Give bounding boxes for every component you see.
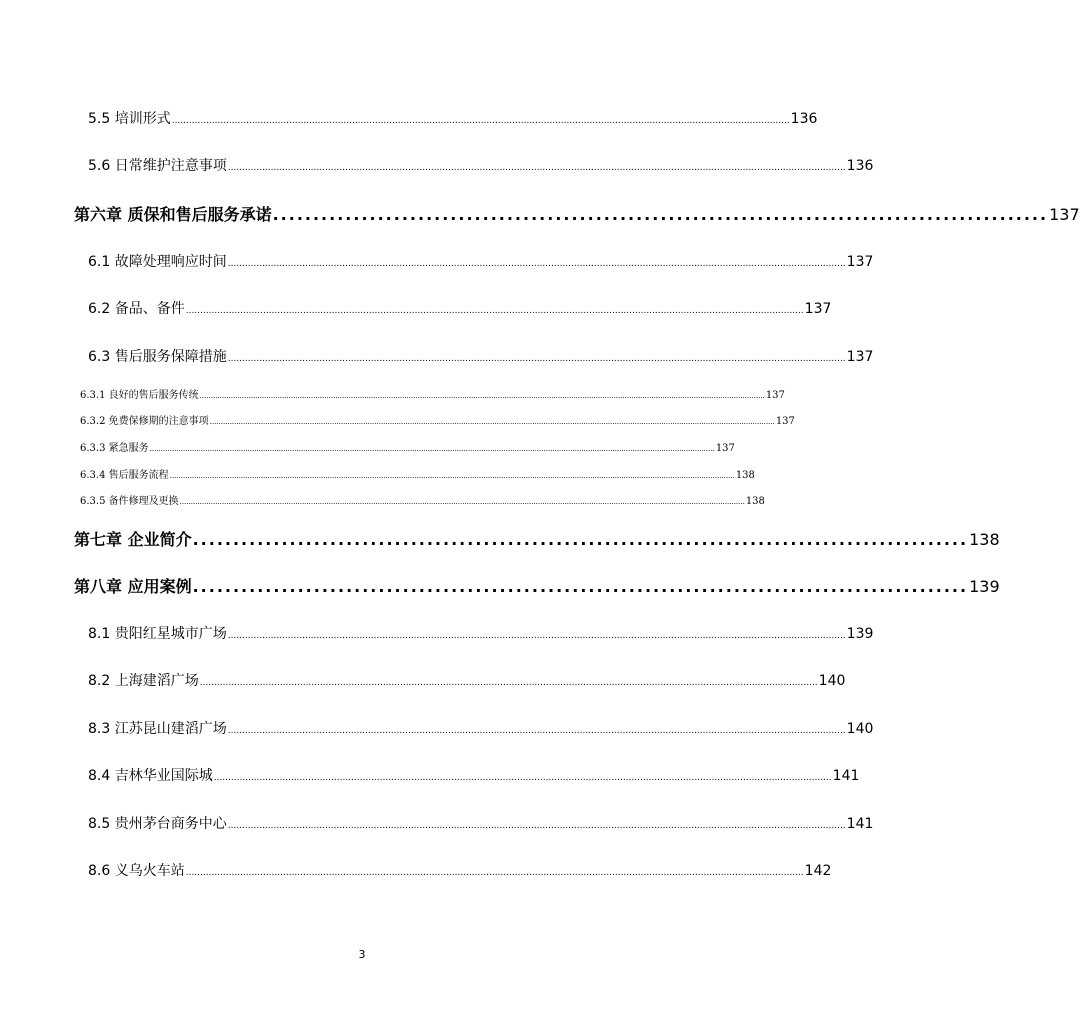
toc-leader-dots: .............................................................................................................................................................................................................................................................. <box>209 418 775 426</box>
toc-chapter-page: 139 <box>969 577 1000 596</box>
toc-entry-page: 140 <box>846 721 874 737</box>
toc-entry-page: 141 <box>832 768 860 784</box>
toc-leader-dots: ........................................................................................................................................................................................................................ <box>227 163 846 173</box>
toc-subentry-page: 137 <box>765 390 785 401</box>
toc-entry-label: 8.3 江苏昆山建滔广场 <box>88 721 227 737</box>
toc-chapter-label: 第七章 企业简介 <box>74 530 192 549</box>
toc-entry-page: 136 <box>846 158 874 174</box>
toc-leader-dots: ........................................................................................................................................................................................................................ <box>227 726 846 736</box>
toc-chapter[interactable] <box>74 202 1080 225</box>
toc-entry[interactable] <box>88 718 874 738</box>
toc-chapter-page: 138 <box>969 530 1000 549</box>
toc-subentry-label: 6.3.2 免费保修期的注意事项 <box>80 416 209 427</box>
toc-chapter-label: 第八章 应用案例 <box>74 577 192 596</box>
toc-leader-dots: ................................................................................................ <box>192 530 969 549</box>
toc-subentry-page: 138 <box>745 496 765 507</box>
toc-entry-page: 142 <box>804 863 832 879</box>
toc-leader-dots: ........................................................................................................................................................................................................................ <box>227 259 846 269</box>
toc-chapter[interactable] <box>74 574 1000 597</box>
toc-subentry-label: 6.3.4 售后服务流程 <box>80 470 169 481</box>
toc-subentry-label: 6.3.1 良好的售后服务传统 <box>80 390 199 401</box>
toc-entry[interactable] <box>88 765 860 785</box>
page-number: 3 <box>358 948 366 961</box>
toc-entry-label: 8.6 义乌火车站 <box>88 863 185 879</box>
toc-leader-dots: ........................................................................................................................................................................................................................ <box>213 773 832 783</box>
toc-entry-page: 137 <box>846 254 874 270</box>
toc-entry-label: 5.6 日常维护注意事项 <box>88 158 227 174</box>
toc-leader-dots: .............................................................................................................................................................................................................................................................. <box>149 445 715 453</box>
toc-leader-dots: ........................................................................................................................................................................................................................ <box>227 821 846 831</box>
toc-entry-page: 136 <box>790 111 818 127</box>
toc-entry-label: 8.2 上海建滔广场 <box>88 673 199 689</box>
toc-leader-dots: .............................................................................................................................................................................................................................................................. <box>169 472 735 480</box>
toc-subentry-page: 137 <box>775 416 795 427</box>
toc-leader-dots: ........................................................................................................................................................................................................................ <box>199 678 818 688</box>
toc-leader-dots: ........................................................................................................................................................................................................................ <box>227 354 846 364</box>
toc-entry[interactable] <box>88 298 832 318</box>
toc-subentry[interactable] <box>80 439 735 454</box>
toc-entry-label: 5.5 培训形式 <box>88 111 171 127</box>
toc-leader-dots: ........................................................................................................................................................................................................................ <box>171 116 790 126</box>
toc-leader-dots: .............................................................................................................................................................................................................................................................. <box>199 392 765 400</box>
toc-entry-label: 8.1 贵阳红星城市广场 <box>88 626 227 642</box>
toc-leader-dots: ................................................................................................ <box>192 577 969 596</box>
toc-leader-dots: ........................................................................................................................................................................................................................ <box>185 868 804 878</box>
toc-leader-dots: ................................................................................................ <box>272 205 1049 224</box>
toc-entry[interactable] <box>88 813 874 833</box>
toc-leader-dots: .............................................................................................................................................................................................................................................................. <box>179 498 745 506</box>
toc-entry[interactable] <box>88 670 846 690</box>
toc-entry[interactable] <box>88 860 832 880</box>
toc-chapter-page: 137 <box>1049 205 1080 224</box>
toc-subentry-page: 137 <box>715 443 735 454</box>
toc-subentry[interactable] <box>80 386 785 401</box>
toc-entry[interactable] <box>88 108 818 128</box>
toc-subentry-label: 6.3.3 紧急服务 <box>80 443 149 454</box>
toc-entry[interactable] <box>88 623 874 643</box>
toc-entry-page: 137 <box>846 349 874 365</box>
toc-subentry[interactable] <box>80 492 765 507</box>
toc-entry[interactable] <box>88 346 874 366</box>
toc-leader-dots: ........................................................................................................................................................................................................................ <box>227 631 846 641</box>
toc-leader-dots: ........................................................................................................................................................................................................................ <box>185 306 804 316</box>
toc-chapter[interactable] <box>74 527 1000 550</box>
toc-entry-label: 8.4 吉林华业国际城 <box>88 768 213 784</box>
toc-entry[interactable] <box>88 155 874 175</box>
toc-subentry[interactable] <box>80 412 795 427</box>
toc-entry-page: 139 <box>846 626 874 642</box>
toc-entry[interactable] <box>88 251 874 271</box>
toc-chapter-label: 第六章 质保和售后服务承诺 <box>74 205 272 224</box>
toc-subentry[interactable] <box>80 466 755 481</box>
toc-entry-page: 140 <box>818 673 846 689</box>
toc-subentry-page: 138 <box>735 470 755 481</box>
toc-subentry-label: 6.3.5 备件修理及更换 <box>80 496 179 507</box>
toc-entry-page: 141 <box>846 816 874 832</box>
toc-entry-label: 6.2 备品、备件 <box>88 301 185 317</box>
toc-entry-page: 137 <box>804 301 832 317</box>
toc-entry-label: 6.3 售后服务保障措施 <box>88 349 227 365</box>
toc-entry-label: 6.1 故障处理响应时间 <box>88 254 227 270</box>
toc-entry-label: 8.5 贵州茅台商务中心 <box>88 816 227 832</box>
